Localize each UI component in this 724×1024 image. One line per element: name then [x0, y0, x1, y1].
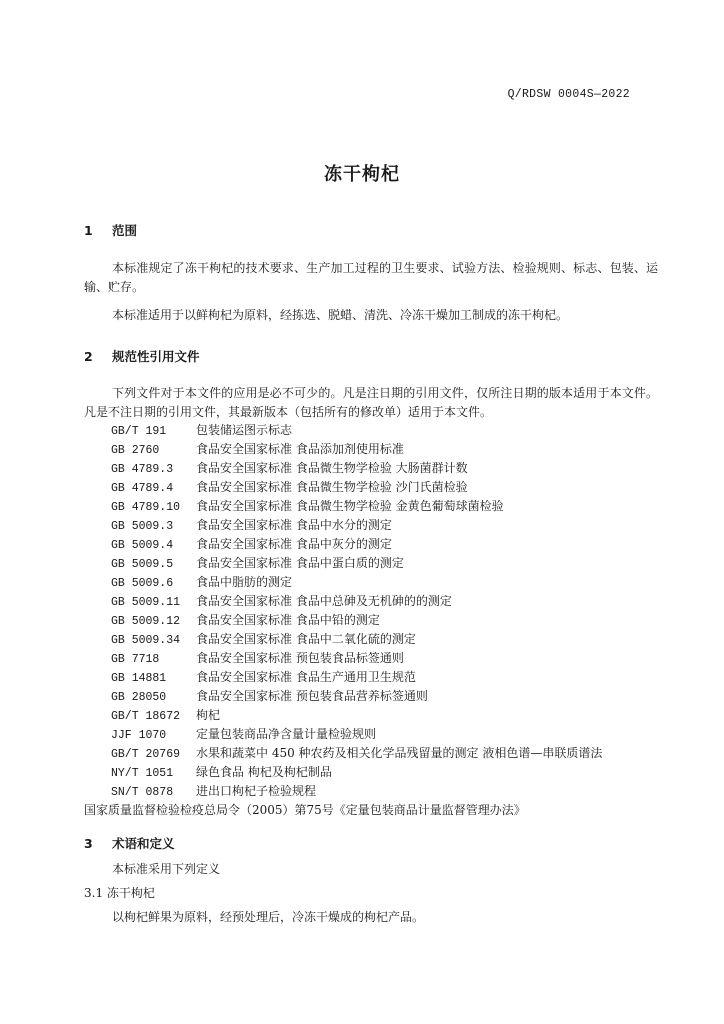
reference-row — [111, 611, 671, 630]
section-3-heading — [84, 834, 175, 852]
reference-row — [111, 687, 671, 706]
reference-code: GB 2760 — [111, 444, 160, 457]
reference-row — [111, 440, 671, 459]
reference-title: 枸杞 — [196, 708, 221, 722]
reference-row — [111, 478, 671, 497]
reference-row — [111, 421, 671, 440]
section-2-number: 2 — [84, 349, 93, 364]
section-3-intro: 本标准采用下列定义 — [112, 862, 221, 876]
section-1-heading — [84, 221, 137, 239]
reference-row — [111, 668, 671, 687]
reference-title: 食品安全国家标准 食品中总砷及无机砷的的测定 — [196, 594, 452, 608]
reference-title: 食品安全国家标准 食品中蛋白质的测定 — [196, 556, 404, 570]
section-1-paragraph-scope: 本标准规定了冻干枸杞的技术要求、生产加工过程的卫生要求、试验方法、检验规则、标志、包装、运输、贮存。 — [84, 261, 658, 294]
reference-title: 食品安全国家标准 预包装食品标签通则 — [196, 651, 404, 665]
term-3-1-definition: 以枸杞鲜果为原料，经预处理后，冷冻干燥成的枸杞产品。 — [112, 910, 425, 924]
reference-code: GB 14881 — [111, 672, 167, 685]
reference-code: GB/T 191 — [111, 425, 167, 438]
reference-row — [111, 459, 671, 478]
reference-title: 食品安全国家标准 食品添加剂使用标准 — [196, 442, 404, 456]
reference-code: GB 4789.4 — [111, 482, 174, 495]
section-1-paragraph-applicability: 本标准适用于以鲜枸杞为原料，经拣选、脱蜡、清洗、冷冻干燥加工制成的冻干枸杞。 — [112, 308, 569, 322]
reference-title: 绿色食品 枸杞及枸杞制品 — [196, 765, 332, 779]
reference-code: GB 5009.12 — [111, 615, 181, 628]
reference-title: 水果和蔬菜中 450 种农药及相关化学品残留量的测定 液相色谱—串联质谱法 — [196, 746, 603, 760]
reference-title: 食品安全国家标准 食品生产通用卫生规范 — [196, 670, 416, 684]
reference-code: GB 4789.3 — [111, 463, 174, 476]
reference-title: 进出口枸杞子检验规程 — [196, 784, 317, 798]
term-number: 3.1 — [84, 886, 104, 900]
reference-code: GB 4789.10 — [111, 501, 181, 514]
reference-code: GB 5009.5 — [111, 558, 174, 571]
section-3-number: 3 — [84, 836, 93, 851]
reference-title: 食品安全国家标准 食品微生物学检验 沙门氏菌检验 — [196, 480, 468, 494]
reference-code: GB/T 20769 — [111, 748, 181, 761]
reference-title: 食品安全国家标准 食品中水分的测定 — [196, 518, 392, 532]
reference-title: 食品安全国家标准 预包装食品营养标签通则 — [196, 689, 428, 703]
reference-title: 食品安全国家标准 食品中灰分的测定 — [196, 537, 392, 551]
reference-row — [111, 516, 671, 535]
section-1-number: 1 — [84, 223, 93, 238]
reference-row — [111, 763, 671, 782]
reference-title: 食品安全国家标准 食品微生物学检验 金黄色葡萄球菌检验 — [196, 499, 504, 513]
reference-code: GB 5009.4 — [111, 539, 174, 552]
reference-row — [111, 630, 671, 649]
reference-code: GB 5009.3 — [111, 520, 174, 533]
reference-row — [111, 725, 671, 744]
reference-row — [111, 497, 671, 516]
document-title: 冻干枸杞 — [324, 164, 400, 185]
term-3-1-heading — [84, 884, 155, 903]
section-1-title: 范围 — [112, 223, 138, 238]
section-2-intro-paragraph: 下列文件对于本文件的应用是必不可少的。凡是注日期的引用文件，仅所注日期的版本适用于本文件。凡是不注日期的引用文件，其最新版本（包括所有的修改单）适用于本文件。 — [84, 386, 658, 419]
reference-row — [111, 782, 671, 801]
reference-title: 食品安全国家标准 食品微生物学检验 大肠菌群计数 — [196, 461, 468, 475]
section-3-title: 术语和定义 — [112, 836, 175, 851]
reference-row — [111, 706, 671, 725]
reference-title: 食品中脂肪的测定 — [196, 575, 293, 589]
reference-code: NY/T 1051 — [111, 767, 174, 780]
reference-row — [111, 535, 671, 554]
section-2-title: 规范性引用文件 — [112, 349, 200, 364]
reference-title: 食品安全国家标准 食品中铅的测定 — [196, 613, 380, 627]
reference-code: GB/T 18672 — [111, 710, 181, 723]
reference-code: GB 7718 — [111, 653, 160, 666]
reference-row — [111, 592, 671, 611]
reference-row — [111, 554, 671, 573]
reference-code: GB 28050 — [111, 691, 167, 704]
reference-code: GB 5009.6 — [111, 577, 174, 590]
reference-code: SN/T 0878 — [111, 786, 174, 799]
reference-code: GB 5009.34 — [111, 634, 181, 647]
section-2-heading — [84, 347, 200, 365]
reference-title: 食品安全国家标准 食品中二氧化硫的测定 — [196, 632, 416, 646]
reference-code: JJF 1070 — [111, 729, 167, 742]
normative-reference-list — [111, 421, 671, 801]
standard-code: Q/RDSW 0004S—2022 — [507, 88, 630, 101]
reference-title: 定量包装商品净含量计量检验规则 — [196, 727, 377, 741]
decree-reference: 国家质量监督检验检疫总局令（2005）第75号《定量包装商品计量监督管理办法》 — [84, 803, 526, 817]
term-name: 冻干枸杞 — [106, 886, 155, 900]
reference-row — [111, 744, 671, 763]
reference-row — [111, 573, 671, 592]
reference-code: GB 5009.11 — [111, 596, 181, 609]
reference-title: 包装储运图示标志 — [196, 423, 293, 437]
reference-row — [111, 649, 671, 668]
